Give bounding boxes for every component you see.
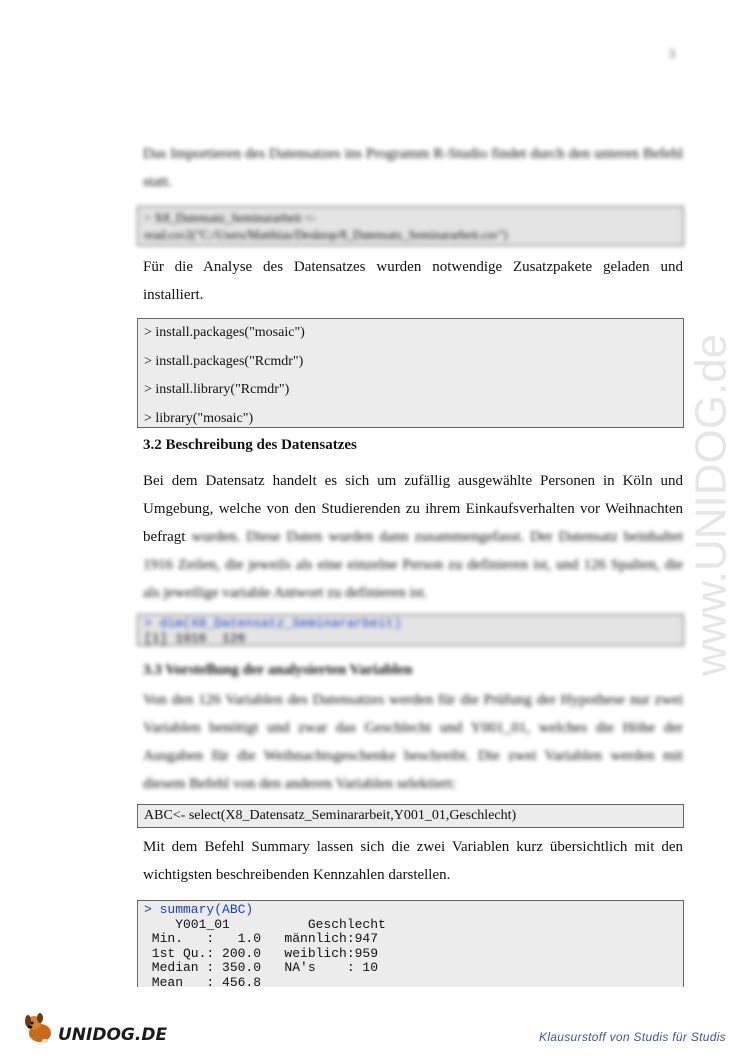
section-heading-3-3: 3.3 Vorstellung der analysierten Variablen [143, 662, 413, 678]
import-code-box [137, 206, 684, 246]
summary-output-line: Median : 350.0 NA's : 10 [144, 960, 394, 975]
footer-tagline: Klausurstoff von Studis für Studis [539, 1030, 726, 1044]
dim-command: > dim(X8_Datensatz_Seminararbeit) [144, 616, 402, 631]
select-code-box [137, 804, 684, 828]
description-paragraph [143, 467, 683, 607]
footer-logo [22, 1011, 167, 1045]
dog-icon [22, 1011, 56, 1045]
dim-output: [1] 1916 126 [144, 630, 246, 646]
summary-command: > summary(ABC) [144, 902, 254, 917]
summary-output-line: Min. : 1.0 männlich:947 [144, 931, 394, 946]
select-command: ABC<- select(X8_Datensatz_Seminararbeit,Y001_01,Geschlecht) [144, 808, 517, 823]
summary-paragraph: Mit dem Befehl Summary lassen sich die zwei Variablen kurz übersichtlich mit den wichtigsten beschreibenden Kennzahlen darstellen. [143, 839, 683, 883]
install-code-box [137, 318, 684, 428]
summary-output-line: 1st Qu.: 200.0 weiblich:959 [144, 945, 394, 961]
variables-paragraph: Von den 126 Variablen des Datensatzes werden für die Prüfung der Hypothese nur zwei Variablen benötigt und zwar das Geschlecht und Y001_01, welches die Höhe der Ausgaben für die Weihnachtsgeschenke beschreibt. Die zwei Variablen werden mit diesem Befehl von den anderen Variablen selektiert: [143, 692, 683, 792]
footer-logo-text: UNIDOG.DE [58, 1025, 168, 1045]
watermark [684, 280, 744, 730]
watermark-text: www.UNIDOG.de [686, 333, 736, 677]
intro-paragraph: Das Importieren des Datensatzes ins Programm R-Studio findet durch den unteren Befehl statt. [143, 146, 683, 190]
packages-paragraph: Für die Analyse des Datensatzes wurden notwendige Zusatzpakete geladen und installiert. [143, 259, 683, 303]
code-line: > library("mosaic") [144, 410, 254, 426]
dim-code-box [137, 614, 684, 646]
code-line: > install.packages("Rcmdr") [144, 353, 304, 369]
code-line: > install.packages("mosaic") [144, 325, 305, 340]
summary-code-box [137, 900, 684, 990]
code-line: > install.library("Rcmdr") [144, 382, 290, 397]
import-command: > X8_Datensatz_Seminararbeit <- read.csv2("C:/Users/Matthias/Desktop/8_Datensatz_Seminararbeit.csv") [144, 211, 508, 242]
description-text: Bei dem Datensatz handelt es sich um zufällig ausgewählte Personen in Köln und Umgebung, welche von den Studierenden zu ihrem Einkaufsverhalten vor Weihnachten befragt [143, 473, 683, 545]
page-number: 3 [668, 46, 675, 61]
summary-output-line: Mean : 456.8 [144, 974, 262, 990]
summary-output-line: Y001_01 Geschlecht [144, 916, 386, 932]
description-text-blurred: wurden. Diese Daten wurden dann zusammengefasst. Der Datensatz beinhaltet 1916 Zeilen, die jeweils als eine einzelne Person zu definieren ist, und 126 Spalten, die als jeweilige variable Antwort zu definieren ist. [143, 529, 683, 601]
section-heading-3-2: 3.2 Beschreibung des Datensatzes [143, 437, 357, 453]
